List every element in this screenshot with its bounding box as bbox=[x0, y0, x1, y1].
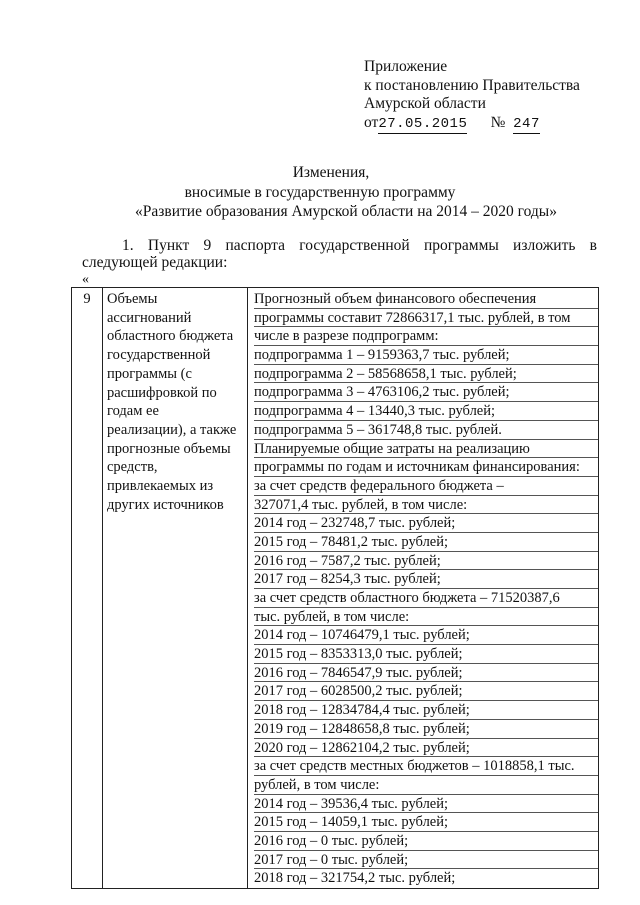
content-line: 2016 год – 7846547,9 тыс. рублей; bbox=[254, 664, 598, 683]
content-line: за счет средств федерального бюджета – bbox=[254, 477, 598, 496]
title-line1: Изменения, bbox=[292, 164, 370, 181]
content-line: подпрограмма 2 – 58568658,1 тыс. рублей; bbox=[254, 365, 598, 384]
content-line: 327071,4 тыс. рублей, в том числе: bbox=[254, 496, 598, 515]
row-number: 9 bbox=[72, 288, 103, 889]
content-line: подпрограмма 5 – 361748,8 тыс. рублей. bbox=[254, 421, 598, 440]
label-line: областного бюджета bbox=[107, 328, 234, 345]
content-line: рублей, в том числе: bbox=[254, 776, 598, 795]
content-line: за счет средств местных бюджетов – 1018858,1 тыс. bbox=[254, 757, 598, 776]
content-line: подпрограмма 1 – 9159363,7 тыс. рублей; bbox=[254, 346, 598, 365]
open-quote: « bbox=[82, 272, 89, 287]
title-line3: «Развитие образования Амурской области на 2014 – 2020 годы» bbox=[135, 203, 557, 220]
passport-table bbox=[71, 287, 599, 889]
content-line: 2019 год – 12848658,8 тыс. рублей; bbox=[254, 720, 598, 739]
content-line: Прогнозный объем финансового обеспечения bbox=[254, 290, 598, 309]
content-line: программы по годам и источникам финансирования: bbox=[254, 458, 598, 477]
content-line: 2015 год – 14059,1 тыс. рублей; bbox=[254, 813, 598, 832]
appendix-header bbox=[364, 58, 580, 133]
content-line: 2018 год – 12834784,4 тыс. рублей; bbox=[254, 701, 598, 720]
document-title bbox=[0, 163, 640, 222]
label-line: государственной bbox=[107, 347, 211, 364]
content-line: тыс. рублей, в том числе: bbox=[254, 608, 598, 627]
row-label bbox=[103, 288, 248, 889]
label-line: прогнозные объемы bbox=[107, 440, 231, 457]
row-content bbox=[248, 288, 599, 889]
instruction-paragraph bbox=[82, 237, 597, 271]
label-line: средств, bbox=[107, 459, 158, 476]
appendix-date-line bbox=[364, 114, 580, 134]
content-line: 2018 год – 321754,2 тыс. рублей; bbox=[254, 870, 456, 887]
label-line: программы (с bbox=[107, 365, 192, 382]
appendix-line3: Амурской области bbox=[364, 95, 486, 112]
label-line: реализации), а также bbox=[107, 421, 237, 438]
content-line: подпрограмма 3 – 4763106,2 тыс. рублей; bbox=[254, 383, 598, 402]
content-line: 2015 год – 78481,2 тыс. рублей; bbox=[254, 533, 598, 552]
content-line: подпрограмма 4 – 13440,3 тыс. рублей; bbox=[254, 402, 598, 421]
content-line: 2017 год – 0 тыс. рублей; bbox=[254, 851, 598, 870]
content-line: программы составит 72866317,1 тыс. рублей, в том bbox=[254, 309, 598, 328]
content-line: 2014 год – 232748,7 тыс. рублей; bbox=[254, 514, 598, 533]
number-prefix: № bbox=[490, 113, 506, 131]
decree-date: 27.05.2015 bbox=[378, 115, 468, 132]
appendix-line1: Приложение bbox=[364, 58, 448, 75]
content-line: 2017 год – 8254,3 тыс. рублей; bbox=[254, 570, 598, 589]
content-line: 2015 год – 8353313,0 тыс. рублей; bbox=[254, 645, 598, 664]
content-line: 2014 год – 10746479,1 тыс. рублей; bbox=[254, 626, 598, 645]
label-line: других источников bbox=[107, 496, 224, 513]
content-line: Планируемые общие затраты на реализацию bbox=[254, 440, 598, 459]
label-line: годам ее bbox=[107, 403, 159, 420]
decree-number: 247 bbox=[513, 115, 540, 132]
content-line: 2016 год – 0 тыс. рублей; bbox=[254, 832, 598, 851]
label-line: Объемы bbox=[107, 291, 158, 307]
table-row bbox=[72, 288, 599, 889]
paragraph-text: 1. Пункт 9 паспорта государственной программы изложить в следующей редакции: bbox=[82, 237, 597, 271]
content-line: 2016 год – 7587,2 тыс. рублей; bbox=[254, 552, 598, 571]
title-line2: вносимые в государственную программу bbox=[184, 183, 456, 201]
content-line: 2014 год – 39536,4 тыс. рублей; bbox=[254, 795, 598, 814]
appendix-line2: к постановлению Правительства bbox=[364, 76, 580, 94]
content-line: 2017 год – 6028500,2 тыс. рублей; bbox=[254, 682, 598, 701]
content-line: 2020 год – 12862104,2 тыс. рублей; bbox=[254, 739, 598, 758]
content-line: числе в разрезе подпрограмм: bbox=[254, 327, 598, 346]
label-line: ассигнований bbox=[107, 309, 192, 326]
date-prefix: от bbox=[364, 113, 379, 131]
content-line: за счет средств областного бюджета – 71520387,6 bbox=[254, 589, 598, 608]
label-line: привлекаемых из bbox=[107, 478, 214, 495]
label-line: расшифровкой по bbox=[107, 384, 217, 401]
